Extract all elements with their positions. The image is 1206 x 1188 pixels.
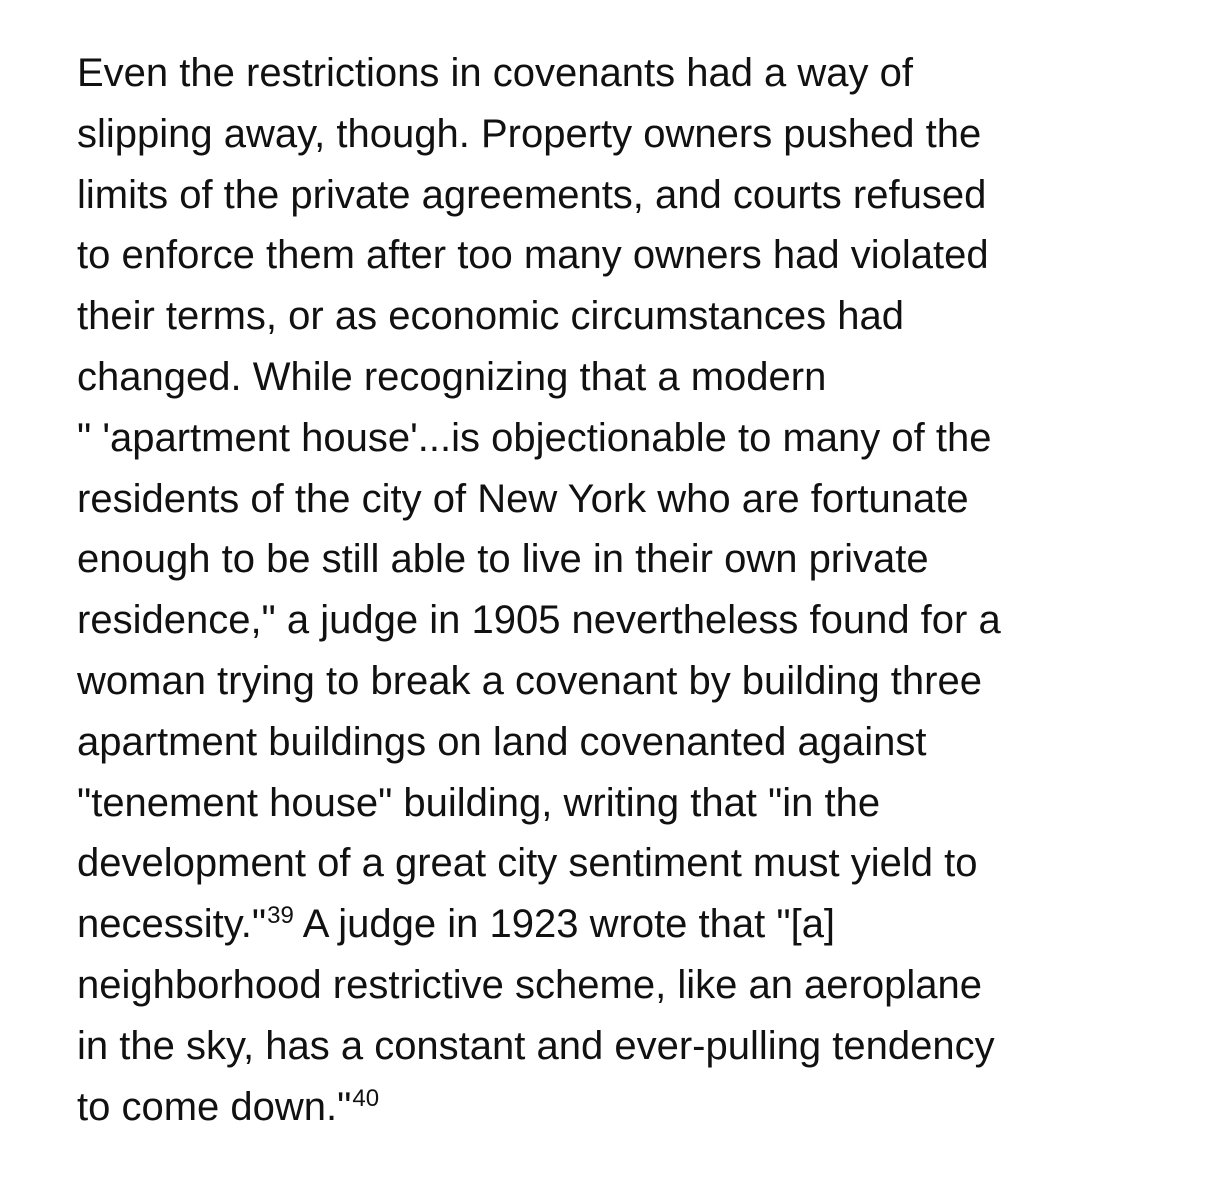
- text-line-11: woman trying to break a covenant by building three: [77, 658, 982, 703]
- text-line-6: changed. While recognizing that a modern: [77, 354, 827, 399]
- text-line-8: residents of the city of New York who are fortunate: [77, 476, 969, 521]
- text-line-18: [77, 1077, 1177, 1138]
- text-line-10: residence," a judge in 1905 nevertheless found for a: [77, 598, 1001, 643]
- text-line-9: enough to be still able to live in their own private: [77, 537, 929, 582]
- footnote-marker-40[interactable]: 40: [352, 1084, 380, 1112]
- text-line-17: in the sky, has a constant and ever-pulling tendency: [77, 1023, 995, 1068]
- text-line-18-start: to come down.": [77, 1084, 352, 1129]
- text-line-4: to enforce them after too many owners had violated: [77, 233, 989, 278]
- text-line-1: Even the restrictions in covenants had a way of: [77, 51, 914, 95]
- footnote-marker-39[interactable]: 39: [267, 902, 294, 930]
- body-paragraph: [77, 43, 1177, 1137]
- text-line-3: limits of the private agreements, and courts refused: [77, 172, 987, 217]
- text-line-13: "tenement house" building, writing that "in the: [77, 780, 881, 825]
- document-page: [77, 43, 1177, 1137]
- text-line-16: neighborhood restrictive scheme, like an aeroplane: [77, 962, 982, 1007]
- text-line-15: [77, 894, 1177, 955]
- text-line-15-start: necessity.": [77, 902, 267, 947]
- text-line-2: slipping away, though. Property owners pushed the: [77, 111, 982, 156]
- text-line-12: apartment buildings on land covenanted against: [77, 719, 927, 764]
- text-line-15-end: A judge in 1923 wrote that "[a]: [293, 902, 836, 947]
- text-line-5: their terms, or as economic circumstances had: [77, 294, 904, 339]
- text-line-7: " 'apartment house'...is objectionable to many of the: [77, 415, 992, 460]
- text-line-14: development of a great city sentiment must yield to: [77, 841, 978, 886]
